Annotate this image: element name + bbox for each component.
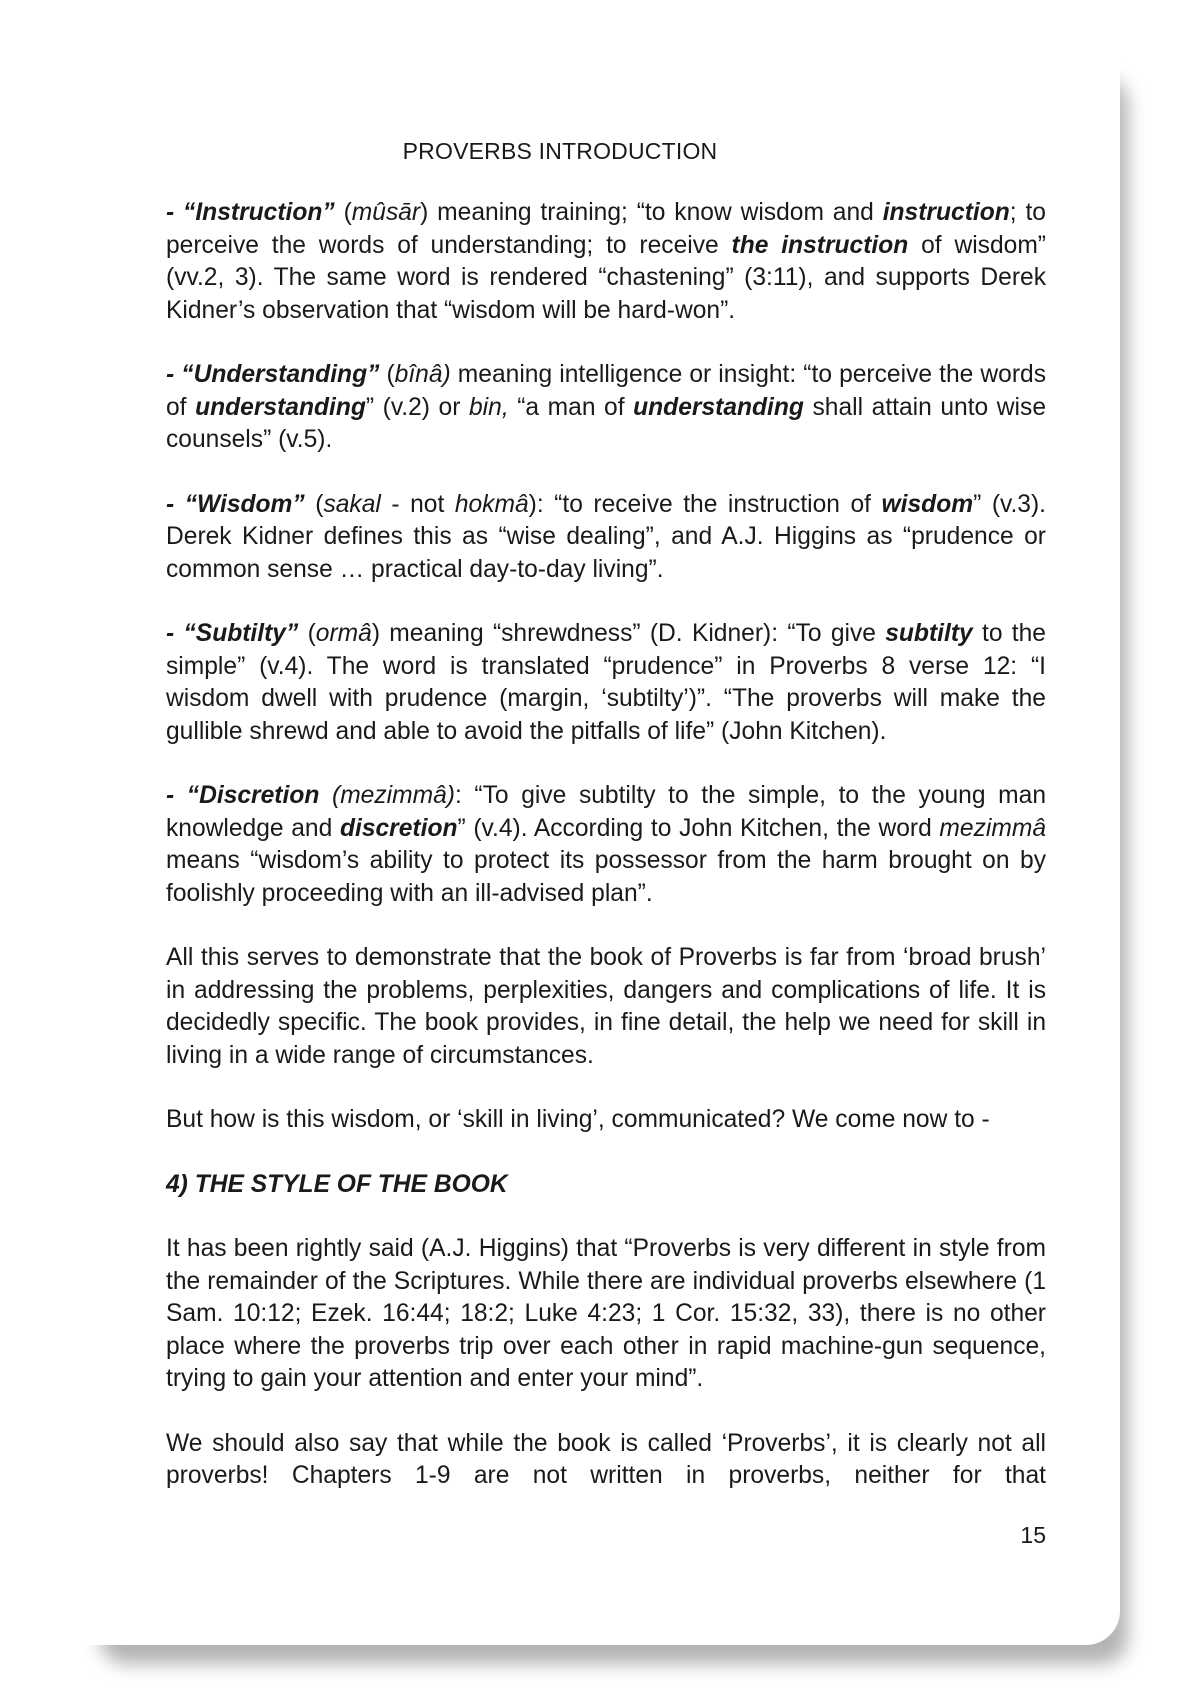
instruction-paragraph: - “Instruction” (mûsār) meaning training; “to know wisdom and instruction; to perceive the words of understanding; to receive the instruction of wisdom” (vv.2, 3). The same word is rendered “chastening” (3:11), and supports Derek Kidner’s observation that “wisdom will be hard-won”. (166, 199, 1046, 324)
page-number: 15 (1020, 1522, 1046, 1548)
summary-paragraph: All this serves to demonstrate that the book of Proverbs is far from ‘broad brush’ in addressing the problems, perplexities, dangers and complications of life. It is decidedly specific. The book provides, in fine detail, the help we need for skill in living in a wide range of circumstances. (166, 944, 1046, 1069)
transition-paragraph: But how is this wisdom, or ‘skill in living’, communicated? We come now to - (166, 1106, 990, 1133)
style-paragraph: It has been rightly said (A.J. Higgins) that “Proverbs is very different in style from the remainder of the Scriptures. While there are individual proverbs elsewhere (1 Sam. 10:12; Ezek. 16:44; 18:2; Luke 4:23; 1 Cor. 15:32, 33), there is no other place where the proverbs trip over each other in rapid machine-gun sequence, trying to gain your attention and enter your mind”. (166, 1235, 1046, 1392)
running-header: PROVERBS INTRODUCTION (402, 138, 718, 164)
page-body (166, 197, 1046, 1493)
final-paragraph: We should also say that while the book is called ‘Proverbs’, it is clearly not all proverbs! Chapters 1-9 are not written in proverbs, neither for that (166, 1429, 1046, 1489)
section-heading: 4) THE STYLE OF THE BOOK (166, 1170, 508, 1198)
understanding-paragraph: - “Understanding” (bînâ) meaning intelligence or insight: “to perceive the words of understanding” (v.2) or bin, “a man of understanding shall attain unto wise counsels” (v.5). (166, 361, 1047, 453)
wisdom-paragraph: - “Wisdom” (sakal - not hokmâ): “to receive the instruction of wisdom” (v.3). Derek Kidner defines this as “wise dealing”, and A.J. Higgins as “prudence or common sense … practical day-to-day living”. (166, 490, 1047, 583)
subtilty-paragraph: - “Subtilty” (ormâ) meaning “shrewdness” (D. Kidner): “To give subtilty to the simple” (v.4). The word is translated “prudence” in Proverbs 8 verse 12: “I wisdom dwell with prudence (margin, ‘subtilty’)”. “The proverbs will make the gullible shrewd and able to avoid the pitfalls of life” (John Kitchen). (166, 620, 1046, 745)
discretion-paragraph: - “Discretion (mezimmâ): “To give subtilty to the simple, to the young man knowledge and discretion” (v.4). According to John Kitchen, the word mezimmâ means “wisdom’s ability to protect its possessor from the harm brought on by foolishly proceeding with an ill-advised plan”. (166, 782, 1046, 907)
